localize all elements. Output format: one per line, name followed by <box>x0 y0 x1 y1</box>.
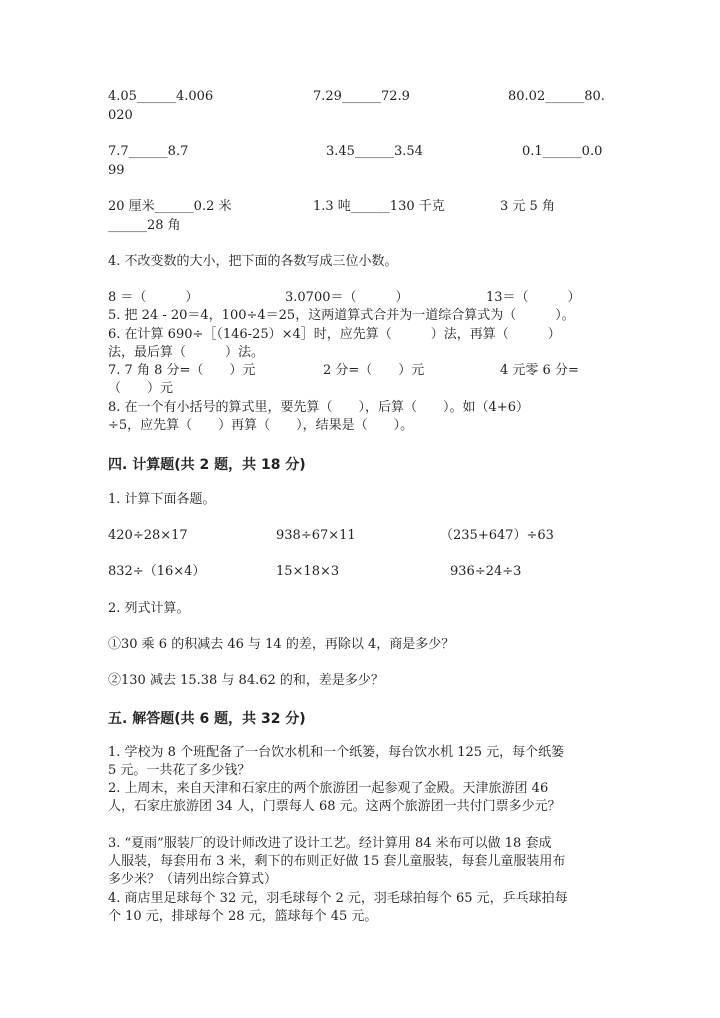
question-6-line-1: 6. 在计算 690÷［（146-25）×4］时，应先算（ ）法，再算（ ） <box>108 327 561 342</box>
question-4-c: 13＝（ ） <box>486 290 581 305</box>
problem-2-line-1: 2. 上周末，来自天津和石家庄的两个旅游团一起参观了金殿。天津旅游团 46 <box>108 781 549 796</box>
problem-3-line-2: 人服装，每套用布 3 米，剩下的布则正好做 15 套儿童服装，每套儿童服装用布 <box>108 854 566 869</box>
problem-3-line-3: 多少米？（请列出综合算式） <box>108 872 278 887</box>
problem-1-line-1: 1. 学校为 8 个班配备了一台饮水机和一个纸篓，每台饮水机 125 元，每个纸篓 <box>108 745 565 760</box>
compare-item-wrap: ______28 角 <box>108 218 181 233</box>
question-4-title: 4. 不改变数的大小，把下面的各数写成三位小数。 <box>108 254 398 269</box>
section-5-heading: 五. 解答题(共 6 题，共 32 分) <box>108 711 306 727</box>
question-7-b: 2 分=（ ）元 <box>323 363 425 378</box>
expression: 420÷28×17 <box>108 528 188 543</box>
section-4-q1-title: 1. 计算下面各题。 <box>108 492 216 507</box>
section-4-q2-title: 2. 列式计算。 <box>108 601 190 616</box>
compare-item-wrap: 020 <box>108 108 133 123</box>
compare-item: 0.1______0.0 <box>522 144 603 159</box>
compare-item: 1.3 吨______130 千克 <box>313 199 445 214</box>
expression: 832÷（16×4） <box>108 564 206 579</box>
problem-3-line-1: 3. “夏雨”服装厂的设计师改进了设计工艺。经计算用 84 米布可以做 18 套成 <box>108 836 552 851</box>
question-8-line-2: ÷5，应先算（ ）再算（ ），结果是（ ）。 <box>108 418 414 433</box>
compare-item: 7.29______72.9 <box>313 89 410 104</box>
section-4-q2-b: ②130 减去 15.38 与 84.62 的和，差是多少？ <box>108 673 384 688</box>
section-4-q2-a: ①30 乘 6 的积减去 46 与 14 的差，再除以 4，商是多少？ <box>108 637 455 652</box>
compare-item-wrap: 99 <box>108 163 125 178</box>
compare-item: 20 厘米______0.2 米 <box>108 199 232 214</box>
problem-1-line-2: 5 元。一共花了多少钱？ <box>108 763 251 778</box>
expression: 15×18×3 <box>276 564 340 579</box>
question-7-c: 4 元零 6 分= <box>500 363 579 378</box>
expression: 936÷24÷3 <box>450 564 522 579</box>
compare-item: 4.05______4.006 <box>108 89 214 104</box>
section-4-heading: 四. 计算题(共 2 题，共 18 分) <box>108 457 306 473</box>
problem-4-line-2: 个 10 元，排球每个 28 元，篮球每个 45 元。 <box>108 909 378 924</box>
problem-2-line-2: 人，石家庄旅游团 34 人，门票每人 68 元。这两个旅游团一共付门票多少元？ <box>108 799 561 814</box>
question-4-a: 8 ＝（ ） <box>108 290 199 305</box>
question-8-line-1: 8. 在一个有小括号的算式里，要先算（ ），后算（ ）。如（4+6） <box>108 400 529 415</box>
expression: 938÷67×11 <box>276 528 356 543</box>
compare-item: 3.45______3.54 <box>326 144 423 159</box>
question-4-b: 3.0700＝（ ） <box>285 290 409 305</box>
question-6-line-2: 法，最后算（ ）法。 <box>108 345 265 360</box>
compare-item: 7.7______8.7 <box>108 144 189 159</box>
compare-item: 80.02______80. <box>508 89 605 104</box>
question-7-a: 7. 7 角 8 分=（ ）元 <box>108 363 256 378</box>
compare-item: 3 元 5 角 <box>500 199 555 214</box>
question-5: 5. 把 24 - 20＝4，100÷4＝25，这两道算式合并为一道综合算式为（ ）。 <box>108 308 575 323</box>
problem-4-line-1: 4. 商店里足球每个 32 元，羽毛球每个 2 元，羽毛球拍每个 65 元，乒乓球拍每 <box>108 891 568 906</box>
question-7-d: （ ）元 <box>108 381 174 396</box>
expression: （235+647）÷63 <box>440 528 554 543</box>
